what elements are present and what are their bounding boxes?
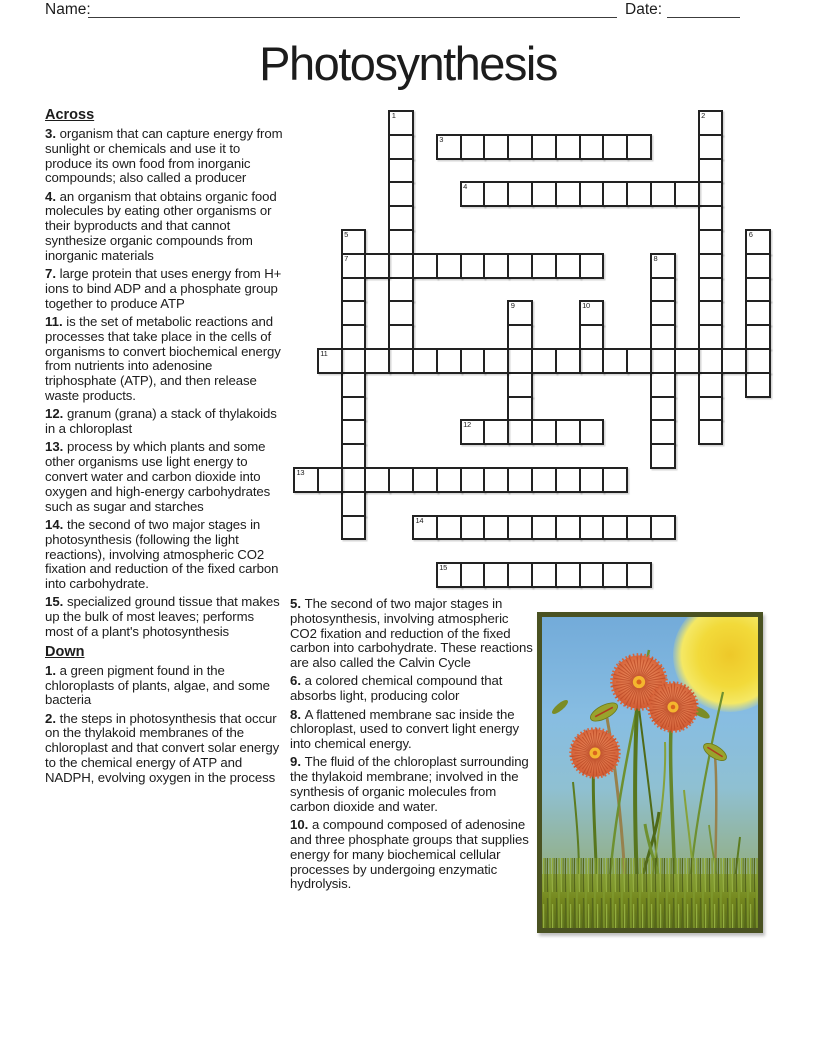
grid-cell[interactable] — [745, 277, 771, 303]
grid-cell[interactable] — [483, 515, 509, 541]
grid-cell[interactable] — [698, 324, 724, 350]
grid-cell[interactable] — [626, 181, 652, 207]
cell-number: 1 — [391, 111, 396, 120]
grid-cell[interactable] — [555, 467, 581, 493]
grid-cell[interactable] — [507, 253, 533, 279]
clue-11: 11. is the set of metabolic reactions and processes that take place in the cells of organisms to convert biochemical energy from nutrients into adenosine triphosphate (ATP), and then release waste products. — [45, 314, 281, 404]
grid-cell[interactable] — [483, 181, 509, 207]
grid-cell[interactable] — [579, 134, 605, 160]
grid-cell[interactable] — [364, 253, 390, 279]
clue-8: 8. A flattened membrane sac inside the chloroplast, used to convert light energy into chemical energy. — [290, 706, 520, 752]
grid-cell[interactable] — [388, 277, 414, 303]
name-label: Name: — [45, 1, 91, 18]
grid-cell[interactable] — [698, 181, 724, 207]
grid-cell[interactable] — [483, 348, 509, 374]
grid-cell[interactable] — [555, 348, 581, 374]
grid-cell[interactable] — [507, 396, 533, 422]
grid-cell[interactable] — [531, 467, 557, 493]
grid-cell[interactable] — [745, 300, 771, 326]
grid-cell[interactable] — [436, 253, 462, 279]
cell-number: 2 — [701, 111, 705, 120]
grid-cell[interactable] — [460, 515, 486, 541]
grid-cell[interactable] — [341, 348, 367, 374]
cell-number: 4 — [463, 182, 467, 192]
cell-number: 3 — [439, 134, 444, 144]
grid-cell[interactable] — [388, 158, 414, 184]
clue-3: 3. organism that can capture energy from sunlight or chemicals and use it to produce its own food from inorganic compounds; also called a producer — [45, 126, 283, 186]
grid-cell[interactable] — [460, 419, 486, 445]
grid-cell[interactable] — [388, 181, 414, 207]
grid-cell[interactable] — [674, 181, 700, 207]
grid-cell[interactable] — [388, 467, 414, 493]
grid-cell[interactable] — [388, 134, 414, 160]
grid-cell[interactable] — [602, 515, 628, 541]
name-line — [88, 0, 617, 18]
grid-cell[interactable] — [507, 515, 533, 541]
grid-cell[interactable] — [531, 419, 557, 445]
grid-cell[interactable] — [293, 467, 319, 493]
grid-cell[interactable] — [698, 134, 724, 160]
grid-cell[interactable] — [531, 181, 557, 207]
grid-cell[interactable] — [317, 348, 343, 374]
grid-cell[interactable] — [412, 515, 438, 541]
grid-cell[interactable] — [555, 181, 581, 207]
grid-cell[interactable] — [341, 372, 367, 398]
grid-cell[interactable] — [341, 515, 367, 541]
grid-cell[interactable] — [531, 562, 557, 588]
grid-cell[interactable] — [460, 467, 486, 493]
clue-6: 6. a colored chemical compound that absorbs light, producing color — [290, 673, 503, 704]
grid-cell[interactable] — [650, 348, 676, 374]
clue-12: 12. granum (grana) a stack of thylakoids in a chloroplast — [45, 406, 277, 437]
grid-cell[interactable] — [507, 372, 533, 398]
grid-cell[interactable] — [483, 134, 509, 160]
grid-cell[interactable] — [388, 324, 414, 350]
grid-cell[interactable] — [364, 467, 390, 493]
grid-cell[interactable] — [650, 253, 676, 279]
grid-cell[interactable] — [388, 110, 414, 136]
grid-cell[interactable] — [555, 515, 581, 541]
clue-column-left — [45, 107, 283, 789]
grid-cell[interactable] — [460, 253, 486, 279]
grid-cell[interactable] — [341, 467, 367, 493]
grid-cell[interactable] — [507, 562, 533, 588]
date-line — [667, 0, 740, 18]
grid-cell[interactable] — [341, 491, 367, 517]
down-clues-second — [290, 597, 534, 892]
grid-cell[interactable] — [412, 253, 438, 279]
grid-cell[interactable] — [555, 134, 581, 160]
clue-5: 5. The second of two major stages in photosynthesis, involving atmospheric CO2 fixation and reduction of the fixed carbon into carbohydrate. These reactions are also called the Calvin Cycle — [290, 596, 533, 671]
grid-cell[interactable] — [436, 348, 462, 374]
cell-number: 12 — [463, 420, 471, 430]
grid-cell[interactable] — [626, 562, 652, 588]
grid-cell[interactable] — [555, 253, 581, 279]
grid-cell[interactable] — [341, 324, 367, 350]
grid-cell[interactable] — [341, 443, 367, 469]
grid-cell[interactable] — [555, 562, 581, 588]
grid-cell[interactable] — [436, 562, 462, 588]
clue-9: 9. The fluid of the chloroplast surrounding the thylakoid membrane; involved in the synthesis of organic molecules from carbon dioxide and water. — [290, 754, 529, 814]
grid-cell[interactable] — [698, 277, 724, 303]
grid-cell[interactable] — [626, 134, 652, 160]
grid-cell[interactable] — [650, 324, 676, 350]
grid-cell[interactable] — [698, 396, 724, 422]
clue-column-middle — [290, 597, 534, 896]
grid-cell[interactable] — [674, 348, 700, 374]
cell-number: 15 — [439, 563, 448, 573]
grid-cell[interactable] — [579, 300, 605, 326]
grid-cell[interactable] — [579, 515, 605, 541]
grid-cell[interactable] — [602, 562, 628, 588]
grid-cell[interactable] — [507, 348, 533, 374]
grid-cell[interactable] — [698, 110, 724, 136]
grid-cell[interactable] — [579, 324, 605, 350]
grid-cell[interactable] — [650, 396, 676, 422]
grid-cell[interactable] — [483, 419, 509, 445]
grid-cell[interactable] — [698, 229, 724, 255]
cell-number: 14 — [415, 515, 424, 525]
grid-cell[interactable] — [531, 348, 557, 374]
grid-cell[interactable] — [745, 348, 771, 374]
grid-cell[interactable] — [531, 134, 557, 160]
crossword-grid — [293, 110, 771, 588]
flower-illustration-svg — [537, 612, 763, 933]
grid-cell[interactable] — [626, 348, 652, 374]
grid-cell[interactable] — [602, 181, 628, 207]
grid-cell[interactable] — [436, 467, 462, 493]
clue-14: 14. the second of two major stages in photosynthesis (following the light reactions), involving atmospheric CO2 fixation and reduction of the fixed carbon into carbohydrate. — [45, 516, 279, 592]
across-clues — [45, 127, 283, 640]
grid-cell[interactable] — [650, 443, 676, 469]
grid-cell[interactable] — [555, 419, 581, 445]
grid-cell[interactable] — [436, 134, 462, 160]
grid-cell[interactable] — [579, 419, 605, 445]
grid-cell[interactable] — [341, 419, 367, 445]
grid-cell[interactable] — [507, 467, 533, 493]
grid-cell[interactable] — [364, 348, 390, 374]
grid-cell[interactable] — [579, 181, 605, 207]
cell-number: 11 — [320, 349, 328, 358]
flower-illustration — [537, 612, 763, 933]
grid-cell[interactable] — [317, 467, 343, 493]
clue-4: 4. an organism that obtains organic food molecules by eating other organisms or their byproducts and that cannot synthesize organic compounds from inorganic materials — [45, 188, 277, 263]
grid-cell[interactable] — [460, 562, 486, 588]
grid-cell[interactable] — [698, 348, 724, 374]
grid-cell[interactable] — [650, 300, 676, 326]
clue-1: 1. a green pigment found in the chloroplasts of plants, algae, and some bacteria — [45, 662, 270, 708]
grid-cell[interactable] — [341, 229, 367, 255]
grid-cell[interactable] — [602, 467, 628, 493]
across-heading: Across — [45, 107, 95, 123]
grid-cell[interactable] — [650, 419, 676, 445]
down-clues-first — [45, 664, 283, 786]
grid-cell[interactable] — [650, 277, 676, 303]
clue-15: 15. specialized ground tissue that makes up the bulk of most leaves; performs most of a plant's photosynthesis — [45, 594, 280, 639]
grid-cell[interactable] — [579, 253, 605, 279]
grid-cell[interactable] — [579, 467, 605, 493]
grid-cell[interactable] — [388, 348, 414, 374]
grid-cell[interactable] — [460, 181, 486, 207]
grid-cell[interactable] — [745, 372, 771, 398]
grid-cell[interactable] — [507, 181, 533, 207]
cell-number: 5 — [344, 230, 348, 239]
grid-cell[interactable] — [650, 181, 676, 207]
grid-cell[interactable] — [507, 419, 533, 445]
grid-cell[interactable] — [698, 372, 724, 398]
grid-cell[interactable] — [483, 253, 509, 279]
grid-cell[interactable] — [412, 348, 438, 374]
grid-cell[interactable] — [412, 467, 438, 493]
grid-cell[interactable] — [698, 419, 724, 445]
grid-cell[interactable] — [650, 372, 676, 398]
grid-cell[interactable] — [745, 324, 771, 350]
grid-cell[interactable] — [579, 562, 605, 588]
grid-cell[interactable] — [721, 348, 747, 374]
clue-13: 13. process by which plants and some other organisms use light energy to convert water and carbon dioxide into oxygen and high-energy carbohydrates such as sugar and starches — [45, 439, 271, 514]
cell-number: 7 — [344, 253, 348, 263]
cell-number: 13 — [296, 468, 305, 477]
grid-cell[interactable] — [483, 562, 509, 588]
grid-cell[interactable] — [483, 467, 509, 493]
grid-cell[interactable] — [388, 229, 414, 255]
grid-cell[interactable] — [626, 515, 652, 541]
clue-10: 10. a compound composed of adenosine and three phosphate groups that supplies energy for many biochemical cellular processes by undergoing enzymatic hydrolysis. — [290, 817, 529, 892]
grid-cell[interactable] — [745, 229, 771, 255]
grid-cell[interactable] — [602, 134, 628, 160]
clue-2: 2. the steps in photosynthesis that occur on the thylakoid membranes of the chloroplast and that convert solar energy to the chemical energy of ATP and NADPH, evolving oxygen in the process — [45, 710, 280, 785]
grid-cell[interactable] — [341, 396, 367, 422]
date-label: Date: — [625, 1, 663, 18]
grid-cell[interactable] — [602, 348, 628, 374]
grid-cell[interactable] — [460, 348, 486, 374]
cell-number: 8 — [653, 253, 658, 263]
grid-cell[interactable] — [388, 205, 414, 231]
grid-cell[interactable] — [507, 134, 533, 160]
grid-cell[interactable] — [460, 134, 486, 160]
grid-cell[interactable] — [698, 205, 724, 231]
grid-cell[interactable] — [507, 300, 533, 326]
grid-cell[interactable] — [531, 253, 557, 279]
grid-cell[interactable] — [745, 253, 771, 279]
grid-cell[interactable] — [531, 515, 557, 541]
grid-cell[interactable] — [650, 515, 676, 541]
grid-cell[interactable] — [388, 300, 414, 326]
grass-blades — [542, 858, 758, 928]
page-title: Photosynthesis — [259, 37, 557, 90]
grid-cell[interactable] — [341, 277, 367, 303]
grid-cell[interactable] — [579, 348, 605, 374]
grid-cell[interactable] — [698, 300, 724, 326]
down-heading: Down — [45, 643, 85, 660]
grid-cell[interactable] — [698, 253, 724, 279]
grid-cell[interactable] — [698, 158, 724, 184]
cell-number: 9 — [510, 301, 515, 311]
grid-cell[interactable] — [341, 253, 367, 279]
cell-number: 10 — [582, 301, 590, 311]
cell-number: 6 — [748, 230, 753, 239]
grid-cell[interactable] — [436, 515, 462, 541]
grid-cell[interactable] — [341, 300, 367, 326]
grid-cell[interactable] — [507, 324, 533, 350]
grid-cell[interactable] — [388, 253, 414, 279]
clue-7: 7. large protein that uses energy from H+ ions to bind ADP and a phosphate group together to produce ATP — [45, 266, 282, 311]
